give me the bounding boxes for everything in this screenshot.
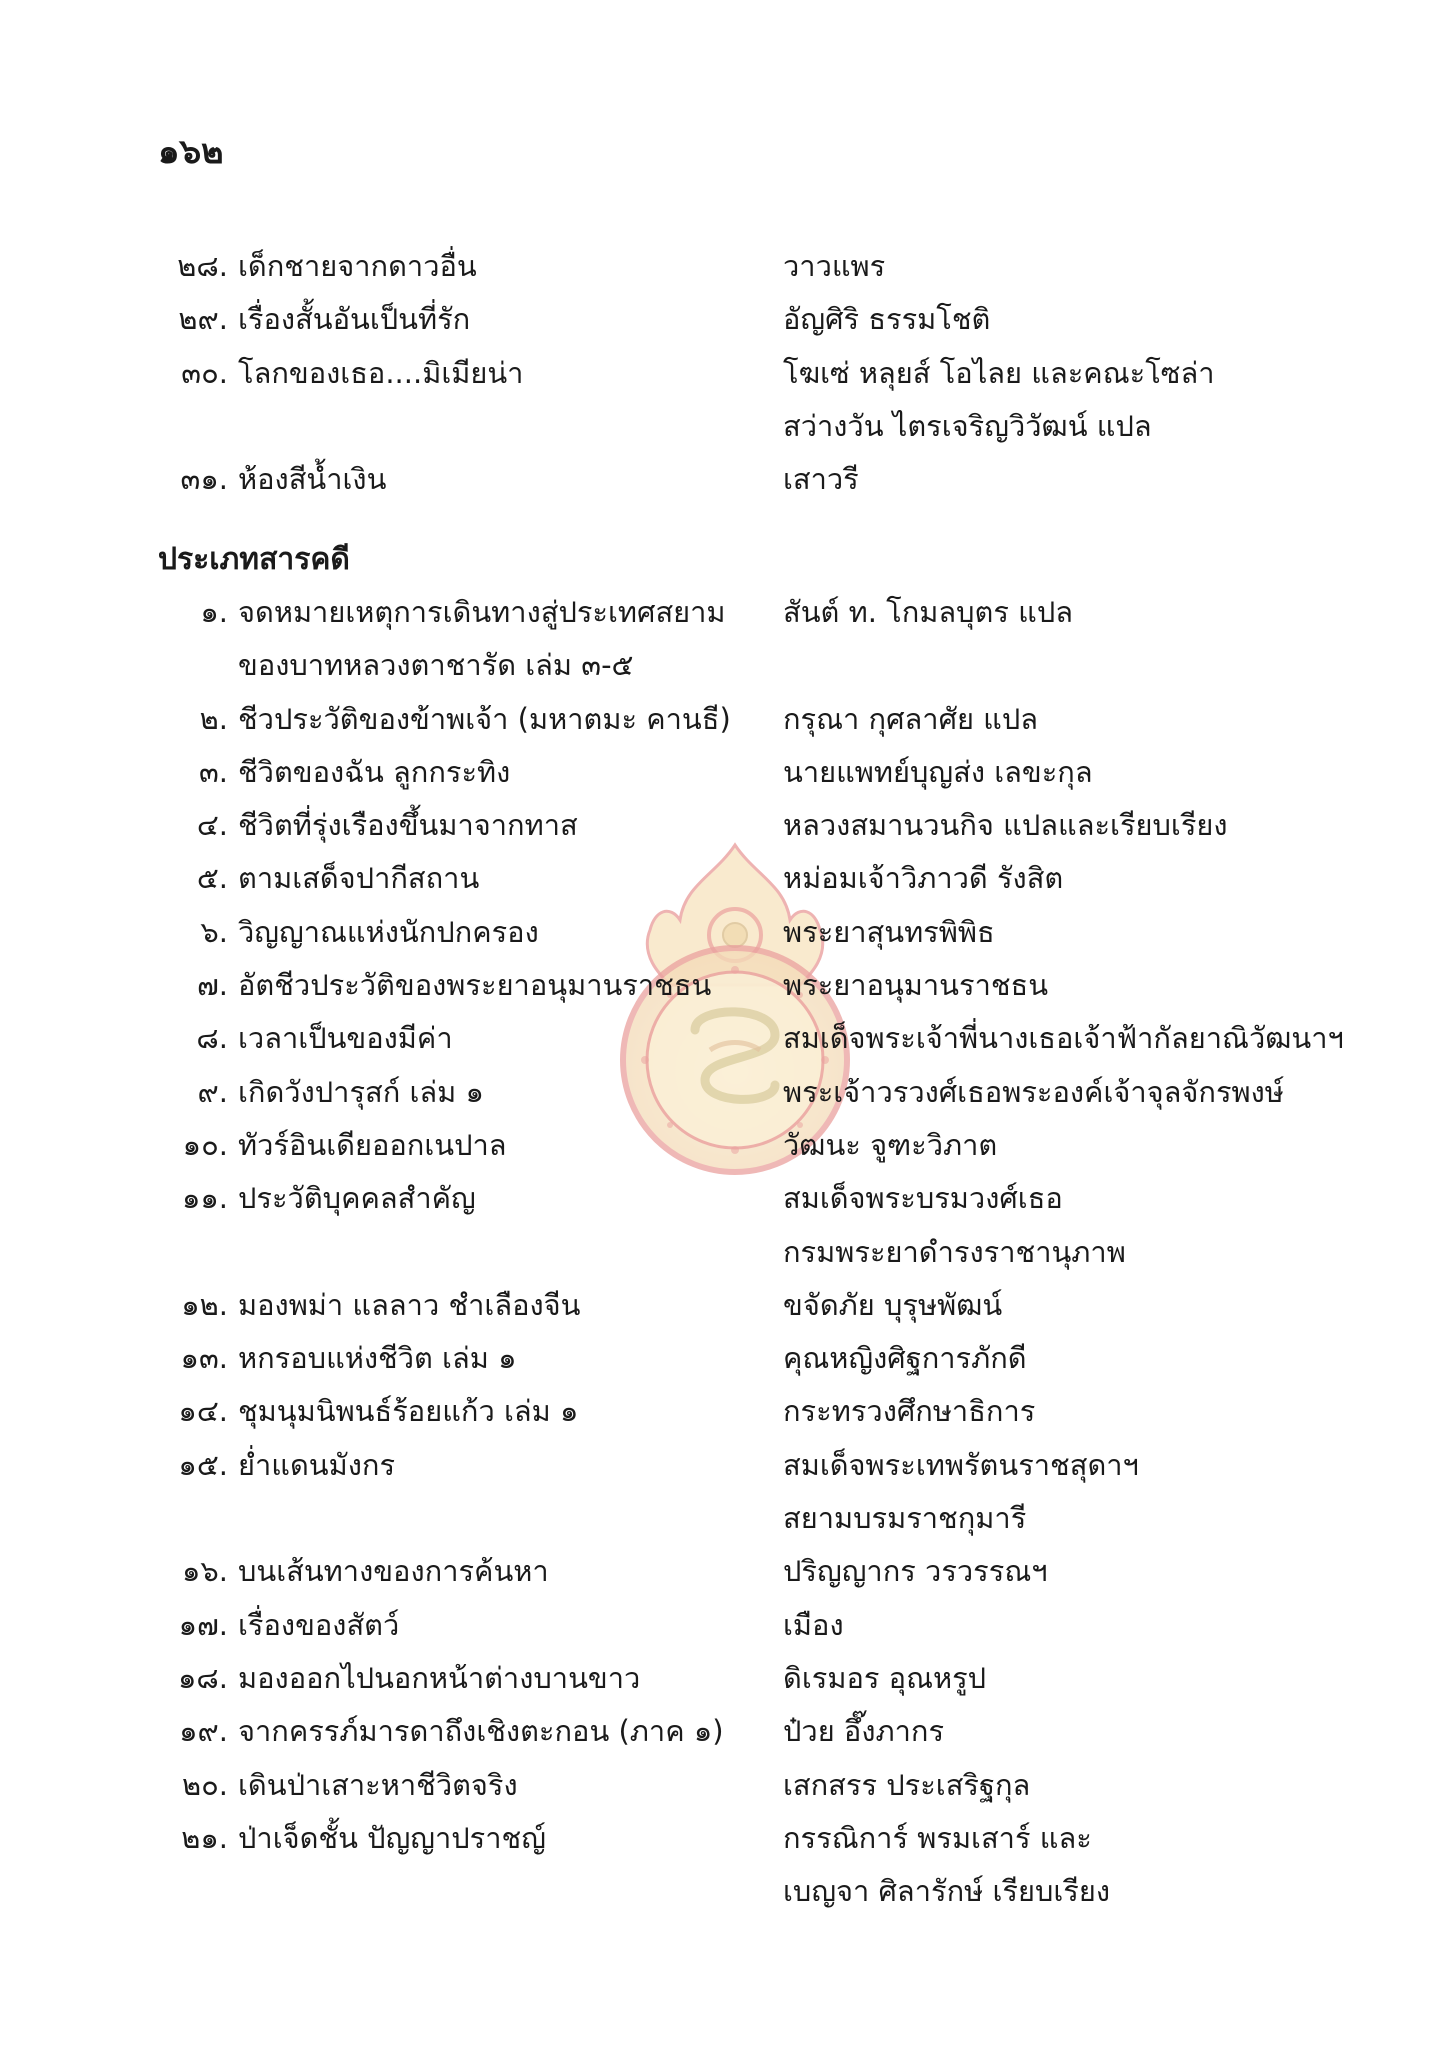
item-title: เกิดวังปารุสก์ เล่ม ๑ — [238, 1074, 484, 1109]
item-number: ๑๓. — [180, 1341, 228, 1376]
item-number: ๑๗. — [178, 1607, 228, 1642]
item-number: ๘. — [196, 1021, 228, 1056]
list-item — [0, 959, 1456, 1012]
item-number: ๙. — [197, 1074, 228, 1109]
list-item — [0, 1012, 1456, 1065]
list-item — [0, 1652, 1456, 1705]
item-author: กรรณิการ์ พรมเสาร์ และ — [783, 1820, 1092, 1855]
item-number: ๔. — [196, 808, 228, 843]
item-title: ทัวร์อินเดียออกเนปาล — [238, 1127, 507, 1162]
item-author: เมือง — [783, 1607, 844, 1642]
item-author: คุณหญิงศิฐการภักดี — [783, 1341, 1027, 1376]
item-author: พระยาสุนทรพิพิธ — [783, 914, 995, 949]
item-author: วัฒนะ จูฑะวิภาต — [783, 1127, 998, 1162]
item-number: ๑๕. — [178, 1447, 228, 1482]
item-author: สว่างวัน ไตรเจริญวิวัฒน์ แปล — [783, 408, 1152, 443]
list-item — [0, 746, 1456, 799]
list-item — [0, 906, 1456, 959]
item-title: ป่าเจ็ดชั้น ปัญญาปราชญ์ — [238, 1820, 546, 1855]
list-item — [0, 1599, 1456, 1652]
item-title: จดหมายเหตุการเดินทางสู่ประเทศสยาม — [238, 595, 726, 629]
item-title: อัตชีวประวัติของพระยาอนุมานราชธน — [238, 968, 712, 1003]
list-item — [0, 1066, 1456, 1119]
section-heading: ประเภทสารคดี — [158, 542, 350, 577]
item-title: วิญญาณแห่งนักปกครอง — [238, 914, 539, 949]
item-author: เบญจา ศิลารักษ์ เรียบเรียง — [783, 1874, 1110, 1909]
item-author: ปริญญากร วรวรรณฯ — [783, 1554, 1048, 1589]
item-title: ชีวิตของฉัน ลูกกระทิง — [238, 754, 511, 789]
item-number: ๒๑. — [181, 1820, 228, 1855]
item-title: โลกของเธอ....มิเมียน่า — [238, 355, 524, 390]
item-author: ขจัดภัย บุรุษพัฒน์ — [783, 1287, 1003, 1322]
list-item — [0, 1119, 1456, 1172]
item-title: เรื่องสั้นอันเป็นที่รัก — [238, 302, 471, 337]
list-item — [0, 799, 1456, 852]
item-author: สยามบรมราชกุมารี — [783, 1501, 1027, 1536]
list-item — [0, 1865, 1456, 1918]
item-author: วาวแพร — [783, 249, 886, 283]
list-item — [0, 1545, 1456, 1598]
item-number: ๑๘. — [178, 1660, 228, 1695]
item-title: ชีวิตที่รุ่งเรืองขึ้นมาจากทาส — [238, 808, 578, 843]
item-title: ของบาทหลวงตาชารัด เล่ม ๓-๕ — [238, 648, 634, 683]
item-number: ๒๘. — [177, 249, 228, 283]
item-title: เรื่องของสัตว์ — [238, 1607, 400, 1642]
list-item — [0, 1705, 1456, 1758]
item-title: เดินป่าเสาะหาชีวิตจริง — [238, 1767, 518, 1802]
item-number: ๓. — [198, 754, 228, 789]
item-title: จากครรภ์มารดาถึงเชิงตะกอน (ภาค ๑) — [238, 1714, 724, 1749]
list-item — [0, 240, 1456, 293]
item-title: ชีวประวัติของข้าพเจ้า (มหาตมะ คานธี) — [238, 701, 731, 736]
item-title: มองออกไปนอกหน้าต่างบานขาว — [238, 1660, 641, 1695]
item-title: หกรอบแห่งชีวิต เล่ม ๑ — [238, 1341, 517, 1376]
item-title: ประวัติบุคคลสำคัญ — [238, 1181, 476, 1216]
list-item — [0, 400, 1456, 453]
item-author: สมเด็จพระบรมวงศ์เธอ — [783, 1181, 1063, 1216]
item-number: ๑๔. — [178, 1394, 228, 1429]
nonfiction-list — [0, 586, 1456, 1918]
list-item — [0, 1385, 1456, 1438]
item-author: อัญศิริ ธรรมโชติ — [783, 302, 991, 337]
item-number: ๑๖. — [181, 1554, 228, 1589]
item-author: สันต์ ท. โกมลบุตร แปล — [783, 595, 1074, 629]
item-title: บนเส้นทางของการค้นหา — [238, 1554, 549, 1589]
item-author: หม่อมเจ้าวิภาวดี รังสิต — [783, 861, 1064, 896]
item-title: เด็กชายจากดาวอื่น — [238, 249, 477, 283]
item-title: ห้องสีน้ำเงิน — [238, 462, 387, 497]
list-item — [0, 1759, 1456, 1812]
list-item — [0, 293, 1456, 346]
item-author: หลวงสมานวนกิจ แปลและเรียบเรียง — [783, 808, 1228, 843]
list-item — [0, 852, 1456, 905]
item-title: ย่ำแดนมังกร — [238, 1447, 396, 1482]
item-number: ๗. — [196, 968, 228, 1003]
item-author: ป๋วย อึ๊งภากร — [783, 1714, 945, 1749]
item-number: ๖. — [200, 914, 228, 949]
item-author: นายแพทย์บุญส่ง เลขะกุล — [783, 754, 1093, 789]
item-title: ตามเสด็จปากีสถาน — [238, 861, 480, 896]
item-author: กรมพระยาดำรงราชานุภาพ — [783, 1234, 1126, 1269]
item-number: ๑๑. — [181, 1181, 228, 1216]
list-item — [0, 453, 1456, 506]
item-author: กรุณา กุศลาศัย แปล — [783, 701, 1039, 736]
list-item — [0, 347, 1456, 400]
list-item — [0, 639, 1456, 692]
item-author: โฆเซ่ หลุยส์ โอไลย และคณะโซล่า — [783, 355, 1215, 390]
item-number: ๑๐. — [182, 1127, 228, 1162]
item-number: ๒. — [199, 701, 228, 736]
list-item — [0, 1332, 1456, 1385]
item-author: เสกสรร ประเสริฐกุล — [783, 1767, 1031, 1802]
list-item — [0, 1279, 1456, 1332]
item-author: สมเด็จพระเทพรัตนราชสุดาฯ — [783, 1447, 1139, 1482]
item-number: ๑๒. — [181, 1287, 228, 1322]
item-author: พระเจ้าวรวงศ์เธอพระองค์เจ้าจุลจักรพงษ์ — [783, 1074, 1284, 1109]
item-author: ดิเรมอร อุณหรูป — [783, 1660, 987, 1695]
item-number: ๓๑. — [180, 462, 228, 497]
item-number: ๓๐. — [181, 355, 228, 390]
list-item — [0, 1172, 1456, 1225]
list-item — [0, 1439, 1456, 1492]
list-item — [0, 1812, 1456, 1865]
item-title: ชุมนุมนิพนธ์ร้อยแก้ว เล่ม ๑ — [238, 1394, 579, 1429]
item-author: เสาวรี — [783, 462, 859, 497]
item-number: ๕. — [196, 861, 228, 896]
item-number: ๒๙. — [178, 302, 228, 337]
item-author: สมเด็จพระเจ้าพี่นางเธอเจ้าฟ้ากัลยาณิวัฒนาฯ — [783, 1021, 1344, 1056]
list-item — [0, 1226, 1456, 1279]
list-item — [0, 586, 1456, 639]
item-number: ๑. — [200, 595, 228, 629]
item-author: กระทรวงศึกษาธิการ — [783, 1394, 1036, 1429]
list-item — [0, 1492, 1456, 1545]
item-title: เวลาเป็นของมีค่า — [238, 1021, 453, 1056]
item-author: พระยาอนุมานราชธน — [783, 968, 1049, 1003]
page-number: ๑๖๒ — [158, 132, 224, 172]
fiction-list-continued — [0, 240, 1456, 506]
item-number: ๒๐. — [181, 1767, 228, 1802]
list-item — [0, 693, 1456, 746]
item-number: ๑๙. — [179, 1714, 228, 1749]
item-title: มองพม่า แลลาว ชำเลืองจีน — [238, 1287, 581, 1322]
